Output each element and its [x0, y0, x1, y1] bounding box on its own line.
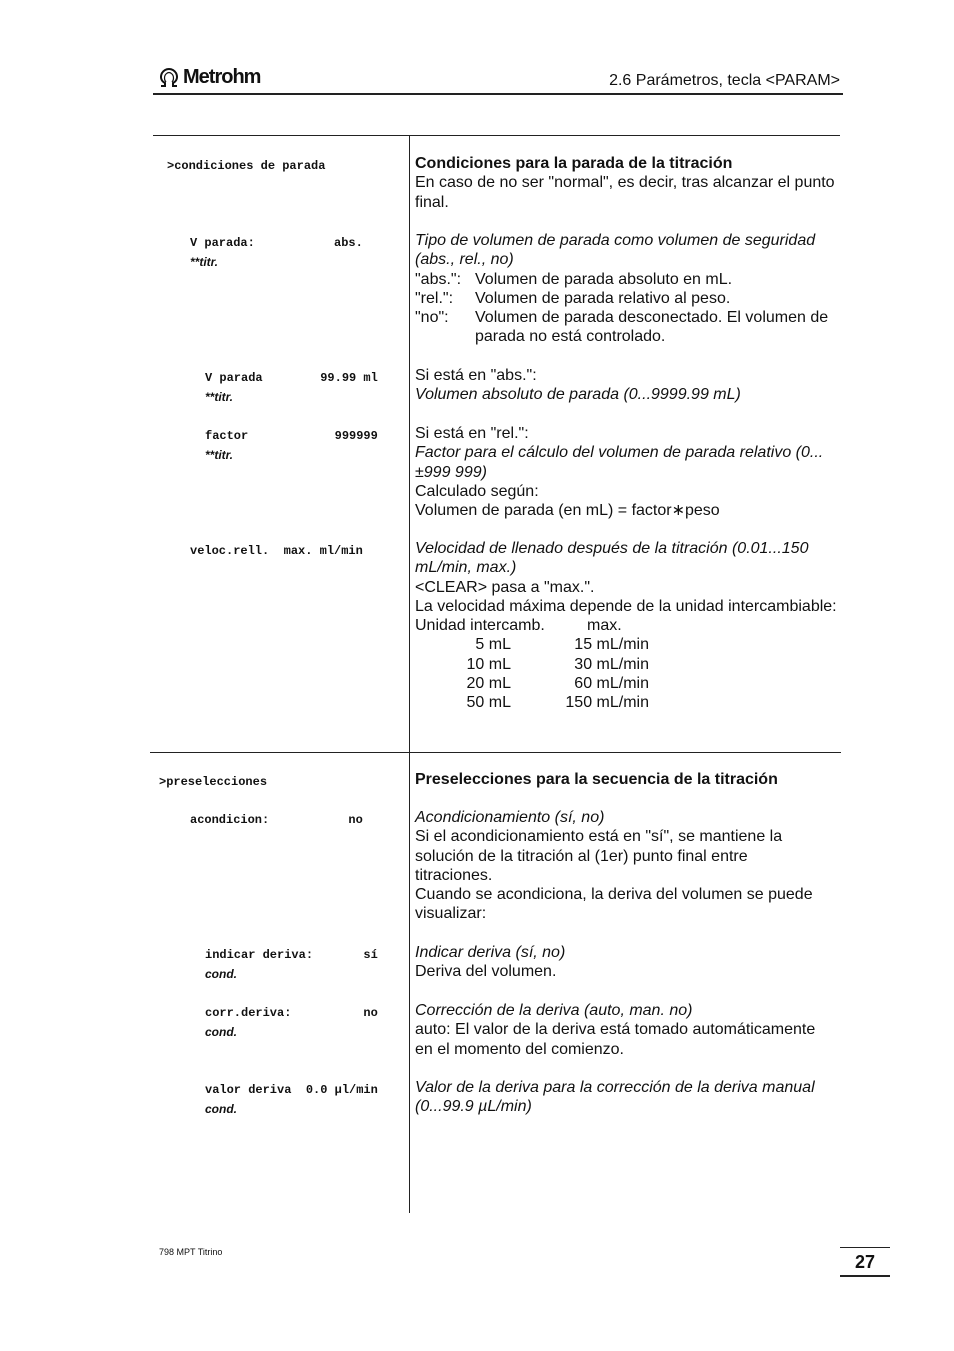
desc-correccion: Corrección de la deriva (auto, man. no) [415, 1002, 693, 1019]
velocity-max: 150 mL/min [565, 694, 649, 712]
desc-si-abs: Si está en "abs.": [415, 367, 537, 384]
display-cond-1: cond. [205, 967, 237, 981]
option-key-abs: "abs.": [415, 270, 462, 288]
table-row [415, 693, 649, 712]
display-v-parada-value: V parada 99.99 ml [205, 371, 378, 385]
section-divider [150, 752, 841, 753]
option-val-rel: Volumen de parada relativo al peso. [475, 289, 731, 307]
options-list [415, 270, 840, 347]
desc-condiciones: En caso de no ser "normal", es decir, tras alcanzar el punto final. [415, 174, 835, 211]
velocity-header-max: max. [587, 617, 622, 635]
velocity-unit: 5 mL [475, 636, 511, 654]
velocity-max: 15 mL/min [574, 636, 649, 654]
display-corr-deriva: corr.deriva: no [205, 1006, 378, 1020]
velocity-unit: 20 mL [466, 675, 511, 693]
metrohm-omega-icon [158, 68, 180, 88]
desc-si-rel: Si está en "rel.": [415, 425, 529, 442]
block-indicar-deriva [415, 943, 840, 982]
block-valor-deriva [415, 1078, 840, 1117]
desc-acondicionamiento: Acondicionamiento (sí, no) [415, 809, 605, 826]
desc-volumen-absoluto: Volumen absoluto de parada (0...9999.99 mL) [415, 386, 741, 404]
column-divider [409, 135, 410, 1213]
heading-preselecciones: Preselecciones para la secuencia de la titración [415, 771, 778, 788]
option-key-rel: "rel.": [415, 289, 454, 307]
block-correccion [415, 1001, 825, 1059]
display-titr-3: **titr. [205, 448, 234, 462]
header-rule [153, 93, 843, 95]
block-rel [415, 424, 825, 520]
desc-tipo-volumen: Tipo de volumen de parada como volumen de seguridad (abs., rel., no) [415, 232, 816, 269]
desc-velocidad-max: La velocidad máxima depende de la unidad intercambiable: [415, 597, 837, 615]
block-preselecciones [415, 770, 840, 789]
velocity-max: 60 mL/min [574, 675, 649, 693]
desc-acondiciona-deriva: Cuando se acondiciona, la deriva del volumen se puede visualizar: [415, 886, 813, 923]
page-number-rule-top [840, 1247, 890, 1248]
display-titr-1: **titr. [190, 255, 219, 269]
desc-formula: Volumen de parada (en mL) = factor∗peso [415, 502, 720, 520]
desc-calculado: Calculado según: [415, 482, 539, 500]
display-veloc: veloc.rell. max. ml/min [190, 544, 363, 558]
display-cond-parada: >condiciones de parada [167, 159, 326, 173]
desc-deriva-volumen: Deriva del volumen. [415, 963, 557, 981]
display-indicar-deriva: indicar deriva: sí [205, 948, 378, 962]
desc-clear: <CLEAR> pasa a "max.". [415, 578, 595, 596]
block-acondicionamiento [415, 808, 825, 924]
metrohm-logo [158, 66, 260, 89]
desc-correccion-auto: auto: El valor de la deriva está tomado automáticamente en el momento del comienzo. [415, 1021, 816, 1058]
velocity-table-header [415, 616, 649, 635]
option-val-no: Volumen de parada desconectado. El volumen de parada no está controlado. [475, 309, 829, 346]
heading-condiciones: Condiciones para la parada de la titración [415, 155, 733, 172]
block-tipo-volumen [415, 231, 840, 347]
table-top-rule [153, 135, 840, 136]
block-velocidad [415, 539, 840, 713]
display-acondicion: acondicion: no [190, 813, 363, 827]
display-cond-2: cond. [205, 1025, 237, 1039]
velocity-unit: 50 mL [466, 694, 511, 712]
display-cond-3: cond. [205, 1102, 237, 1116]
option-val-abs: Volumen de parada absoluto en mL. [475, 270, 733, 288]
velocity-table [415, 616, 649, 712]
section-title: 2.6 Parámetros, tecla <PARAM> [609, 72, 840, 89]
page-number-rule-bottom [840, 1275, 890, 1277]
desc-indicar-deriva: Indicar deriva (sí, no) [415, 944, 566, 961]
desc-velocidad: Velocidad de llenado después de la titración (0.01...150 mL/min, max.) [415, 540, 809, 577]
desc-valor-deriva: Valor de la deriva para la corrección de la deriva manual (0...99.9 µL/min) [415, 1079, 815, 1116]
display-titr-2: **titr. [205, 390, 234, 404]
display-v-parada-mode: V parada: abs. [190, 236, 363, 250]
brand-name: Metrohm [183, 66, 261, 88]
desc-factor: Factor para el cálculo del volumen de parada relativo (0...±999 999) [415, 444, 824, 481]
page-number: 27 [855, 1252, 876, 1272]
display-preselecciones: >preselecciones [159, 775, 268, 789]
desc-acondicionamiento-detail: Si el acondicionamiento está en "sí", se mantiene la solución de la titración al (1er) punto final entre titraciones. [415, 828, 783, 884]
table-row [415, 655, 649, 674]
velocity-header-unidad: Unidad intercamb. [415, 617, 545, 635]
table-row [415, 635, 649, 654]
display-valor-deriva: valor deriva 0.0 µl/min [205, 1083, 378, 1097]
table-row [415, 674, 649, 693]
block-condiciones [415, 154, 840, 212]
display-factor: factor 999999 [205, 429, 378, 443]
velocity-unit: 10 mL [466, 655, 511, 673]
footer-model: 798 MPT Titrino [159, 1247, 223, 1257]
option-key-no: "no": [415, 309, 449, 327]
block-abs [415, 366, 840, 405]
velocity-max: 30 mL/min [574, 655, 649, 673]
